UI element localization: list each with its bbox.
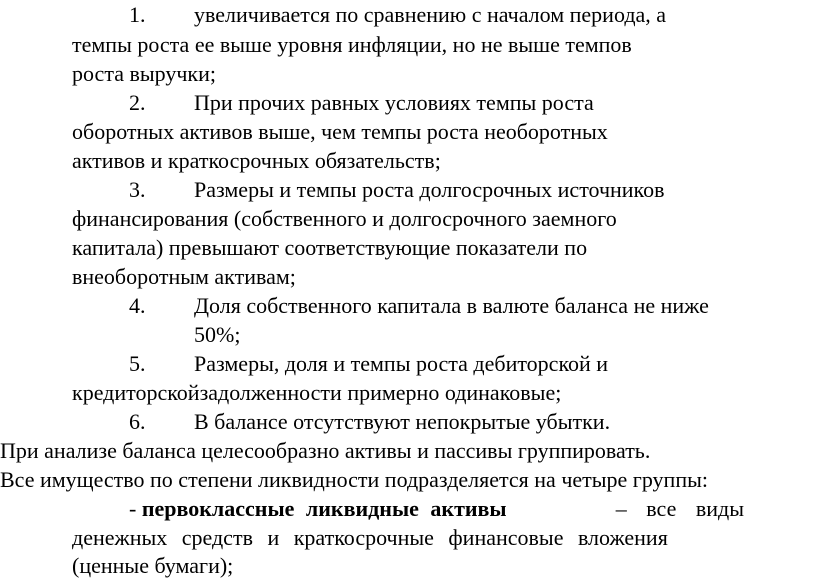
item-2-line-3: активов и краткосрочных обязательств;	[72, 148, 441, 173]
item-2-line-1: При прочих равных условиях темпы роста	[194, 90, 594, 115]
item-1-line-1: увеличивается по сравнению с началом периода, а	[194, 2, 667, 27]
item-3-line-2: финансирования (собственного и долгосрочного заемного	[72, 206, 617, 231]
group-bold-term: первоклассные ликвидные активы	[141, 496, 507, 521]
item-3-line-3: капитала) превышают соответствующие показатели по	[72, 235, 588, 260]
item-5-line-1: Размеры, доля и темпы роста дебиторской и	[194, 351, 609, 376]
item-2-number: 2.	[129, 90, 146, 115]
item-5-line-2: кредиторскойзадолженности примерно одинаковые;	[72, 380, 562, 405]
item-6-number: 6.	[129, 409, 146, 434]
item-6-line-1: В балансе отсутствуют непокрытые убытки.	[194, 409, 611, 434]
item-5-number: 5.	[129, 351, 146, 376]
group-line-3: (ценные бумаги);	[72, 553, 234, 578]
item-4-number: 4.	[129, 293, 146, 318]
item-3-line-4: внеоборотным активам;	[72, 264, 296, 289]
group-line-2: денежных средств и краткосрочные финансовые вложения	[72, 525, 668, 550]
item-3-number: 3.	[129, 177, 146, 202]
group-dash: - первоклассные ликвидные активы	[129, 496, 507, 521]
item-3-line-1: Размеры и темпы роста долгосрочных источников	[194, 177, 665, 202]
item-1-number: 1.	[129, 2, 146, 27]
group-line-1-rest: – все виды	[615, 496, 744, 521]
item-1-line-3: роста выручки;	[72, 61, 216, 86]
paragraph-liquidity-groups: Все имущество по степени ликвидности подразделяется на четыре группы:	[0, 467, 708, 492]
item-4-line-2: 50%;	[194, 322, 241, 347]
item-4-line-1: Доля собственного капитала в валюте баланса не ниже	[194, 293, 709, 318]
paragraph-balance-grouping: При анализе баланса целесообразно активы и пассивы группировать.	[0, 438, 651, 463]
group-line-1	[129, 496, 744, 522]
item-1-line-2: темпы роста ее выше уровня инфляции, но не выше темпов	[72, 32, 632, 57]
item-2-line-2: оборотных активов выше, чем темпы роста необоротных	[72, 119, 608, 144]
